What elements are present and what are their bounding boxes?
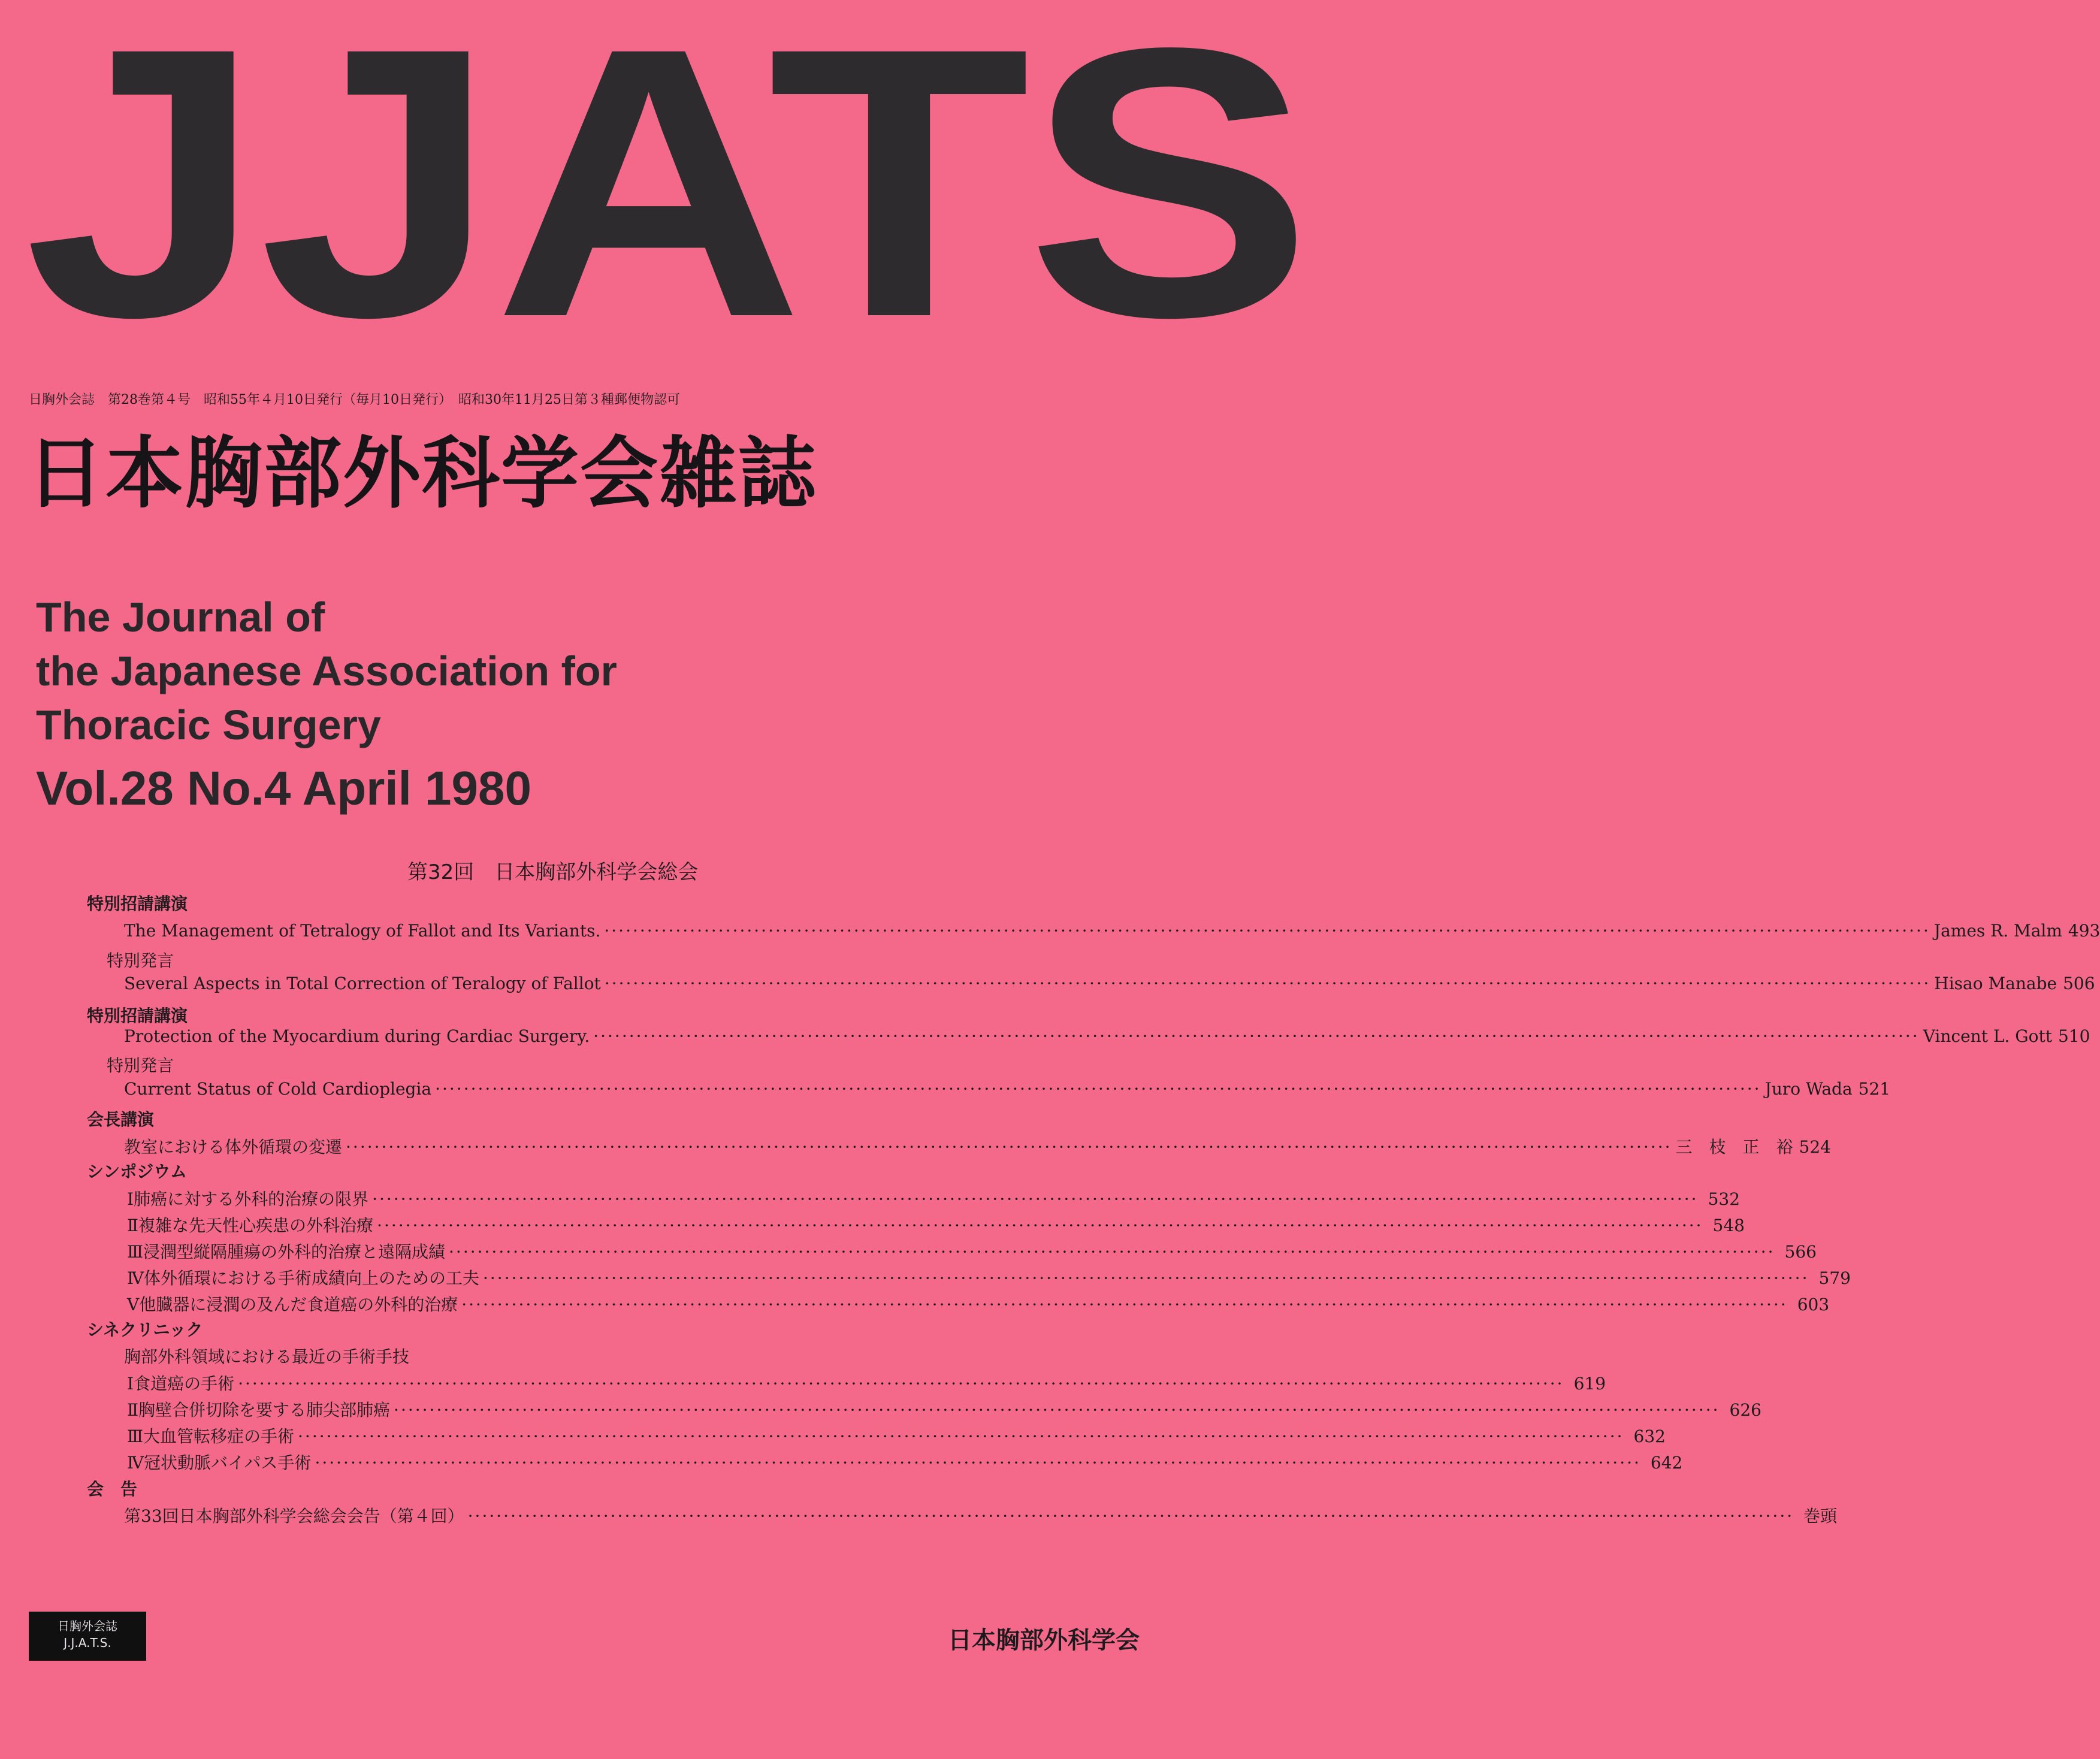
title-en-line-2: the Japanese Association for: [36, 648, 617, 694]
entry-number: Ⅴ: [127, 1295, 140, 1314]
entry-author: Hisao Manabe: [1934, 974, 2057, 993]
entry-title: Several Aspects in Total Correction of Teralogy of Fallot: [124, 974, 601, 993]
leader-dots: [593, 1026, 1919, 1046]
entry-number: Ⅱ: [127, 1400, 139, 1420]
entry-author: Vincent L. Gott: [1923, 1026, 2052, 1046]
entry-page: 510: [2057, 1026, 2090, 1046]
leader-dots: [435, 1079, 1761, 1099]
entry-title: 胸壁合併切除を要する肺尖部肺癌: [138, 1400, 391, 1420]
entry-number: Ⅰ: [127, 1189, 134, 1209]
entry-page: 巻頭: [1803, 1506, 1838, 1526]
journal-abbreviation-badge: [29, 1612, 146, 1661]
entry-page: 566: [1784, 1242, 1817, 1262]
publisher-name: 日本胸部外科学会: [948, 1627, 1140, 1654]
toc-heading: 第32回 日本胸部外科学会総会: [407, 860, 699, 884]
entry-page: 532: [1708, 1189, 1741, 1209]
toc-entry[interactable]: [127, 1450, 1683, 1474]
entry-title: 複雑な先天性心疾患の外科治療: [138, 1216, 374, 1235]
entry-title: 浸潤型縦隔腫瘍の外科的治療と遠隔成績: [143, 1242, 446, 1262]
entry-title: 教室における体外循環の変遷: [124, 1137, 343, 1157]
entry-page: 626: [1729, 1400, 1761, 1420]
leader-dots: [346, 1137, 1672, 1157]
entry-page: 579: [1818, 1268, 1851, 1288]
toc-entry[interactable]: [127, 1292, 1830, 1316]
leader-dots: [449, 1242, 1775, 1262]
toc-entry[interactable]: [124, 1503, 1838, 1527]
badge-line-1: 日胸外会誌: [58, 1619, 117, 1633]
entry-author: Juro Wada: [1764, 1079, 1853, 1099]
leader-dots: [394, 1400, 1720, 1420]
entry-title: The Management of Tetralogy of Fallot and Its Variants.: [124, 921, 601, 941]
toc-entry[interactable]: [124, 1079, 1891, 1099]
entry-title: 体外循環における手術成績向上のための工夫: [143, 1268, 479, 1288]
leader-dots: [604, 921, 1930, 941]
section-label: シンポジウム: [87, 1162, 188, 1181]
section-label: 会 告: [87, 1479, 138, 1499]
entry-page: 548: [1712, 1216, 1745, 1235]
entry-page: 603: [1797, 1295, 1830, 1314]
section-label: 会長講演: [87, 1110, 155, 1129]
entry-page: 642: [1650, 1453, 1683, 1473]
publication-info-line: 日胸外会誌 第28巻第４号 昭和55年４月10日発行（毎月10日発行） 昭和30年11月25日第３種郵便物認可: [29, 392, 680, 407]
toc-entry[interactable]: [127, 1239, 1817, 1263]
entry-title: 肺癌に対する外科的治療の限界: [134, 1189, 369, 1209]
toc-entry[interactable]: [127, 1397, 1761, 1421]
leader-dots: [483, 1268, 1809, 1288]
badge-line-2: J.J.A.T.S.: [64, 1636, 111, 1650]
journal-logo: JJATS: [24, 0, 1309, 397]
entry-title: 第33回日本胸部外科学会総会会告（第４回）: [124, 1506, 464, 1526]
entry-number: Ⅳ: [127, 1268, 144, 1288]
leader-dots: [605, 974, 1930, 993]
entry-number: Ⅱ: [127, 1216, 139, 1235]
section-label: 特別招請講演: [87, 1006, 188, 1026]
leader-dots: [315, 1453, 1640, 1473]
entry-author: 三 枝 正 裕: [1675, 1137, 1793, 1157]
entry-page: 632: [1633, 1426, 1666, 1446]
leader-dots: [377, 1216, 1703, 1235]
leader-dots: [461, 1295, 1787, 1314]
entry-number: Ⅳ: [127, 1453, 144, 1473]
entry-title: Current Status of Cold Cardioplegia: [124, 1079, 432, 1099]
entry-page: 493: [2068, 921, 2100, 941]
entry-page: 506: [2063, 974, 2095, 993]
entry-number: Ⅲ: [127, 1242, 144, 1262]
entry-page: 521: [1858, 1079, 1891, 1099]
entry-title: 大血管転移症の手術: [143, 1426, 295, 1446]
entry-number: Ⅲ: [127, 1426, 144, 1446]
toc-entry[interactable]: [127, 1186, 1741, 1210]
volume-issue: Vol.28 No.4 April 1980: [36, 761, 531, 815]
entry-title: Protection of the Myocardium during Cardiac Surgery.: [124, 1026, 590, 1046]
subsection-label: 胸部外科領域における最近の手術手技: [124, 1347, 410, 1367]
entry-page: 619: [1573, 1374, 1606, 1394]
toc-entry[interactable]: [124, 1134, 1831, 1158]
subsection-label: 特別発言: [107, 1056, 174, 1075]
journal-title-japanese: 日本胸部外科学会雑誌: [26, 428, 818, 519]
entry-title: 食道癌の手術: [134, 1374, 235, 1394]
title-en-line-3: Thoracic Surgery: [36, 702, 381, 748]
toc-entry[interactable]: [124, 974, 2095, 993]
entry-title: 冠状動脈バイパス手術: [143, 1453, 312, 1473]
toc-entry[interactable]: [127, 1423, 1666, 1447]
entry-number: Ⅰ: [127, 1374, 134, 1394]
subsection-label: 特別発言: [107, 951, 174, 971]
entry-author: James R. Malm: [1933, 921, 2062, 941]
section-label: 特別招請講演: [87, 894, 188, 914]
leader-dots: [298, 1426, 1624, 1446]
section-label: シネクリニック: [87, 1320, 203, 1340]
leader-dots: [468, 1506, 1794, 1526]
toc-entry[interactable]: [127, 1265, 1851, 1289]
toc-entry[interactable]: [124, 921, 2100, 941]
title-en-line-1: The Journal of: [36, 594, 325, 640]
toc-entry[interactable]: [127, 1213, 1745, 1237]
entry-page: 524: [1799, 1137, 1831, 1157]
toc-entry[interactable]: [124, 1026, 2090, 1046]
toc-entry[interactable]: [127, 1371, 1606, 1395]
leader-dots: [238, 1374, 1564, 1394]
entry-title: 他臓器に浸潤の及んだ食道癌の外科的治療: [139, 1295, 458, 1314]
leader-dots: [372, 1189, 1698, 1209]
